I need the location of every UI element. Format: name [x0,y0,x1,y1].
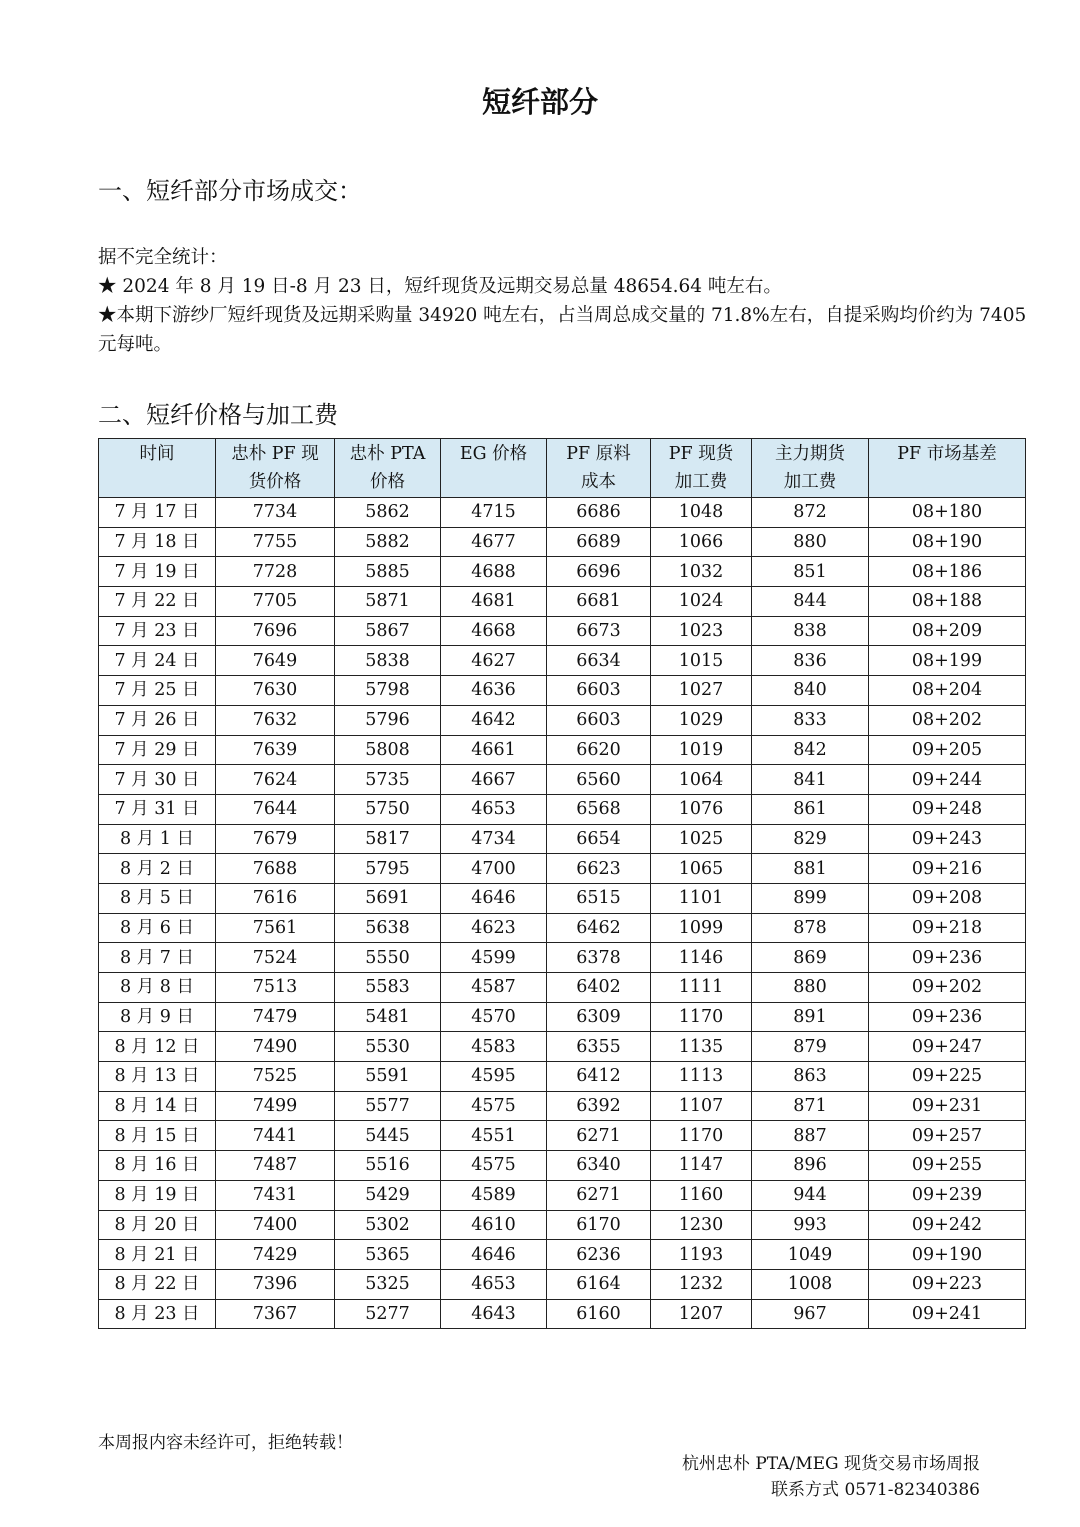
value-cell: 1065 [651,854,752,884]
value-cell: 5796 [335,705,441,735]
table-row [99,883,1026,913]
value-cell: 6309 [547,1002,651,1032]
value-cell: 6654 [547,824,651,854]
value-cell: 09+202 [869,973,1026,1003]
table-row [99,557,1026,587]
value-cell: 4646 [441,883,547,913]
value-cell: 09+190 [869,1240,1026,1270]
value-cell: 869 [752,943,869,973]
value-cell: 1064 [651,765,752,795]
table-row [99,1151,1026,1181]
value-cell: 09+231 [869,1091,1026,1121]
value-cell: 5445 [335,1121,441,1151]
table-row [99,705,1026,735]
value-cell: 7705 [216,587,335,617]
copyright-notice: 本周报内容未经许可，拒绝转载！ [98,1433,353,1453]
value-cell: 7400 [216,1210,335,1240]
value-cell: 09+244 [869,765,1026,795]
section-2-heading: 二、短纤价格与加工费 [98,401,338,429]
value-cell: 7728 [216,557,335,587]
value-cell: 7490 [216,1032,335,1062]
value-cell: 6412 [547,1062,651,1092]
date-cell: 7 月 25 日 [99,676,216,706]
value-cell: 1029 [651,705,752,735]
value-cell: 5798 [335,676,441,706]
value-cell: 09+247 [869,1032,1026,1062]
value-cell: 1111 [651,973,752,1003]
value-cell: 6634 [547,646,651,676]
price-table [98,438,1026,1329]
value-cell: 4677 [441,527,547,557]
date-cell: 7 月 24 日 [99,646,216,676]
column-header-line: 加工费 [674,472,728,492]
value-cell: 4627 [441,646,547,676]
section-1-heading: 一、短纤部分市场成交： [98,177,362,205]
value-cell: 967 [752,1299,869,1329]
value-cell: 6568 [547,794,651,824]
value-cell: 4642 [441,705,547,735]
value-cell: 4575 [441,1151,547,1181]
value-cell: 896 [752,1151,869,1181]
value-cell: 7639 [216,735,335,765]
date-cell: 7 月 17 日 [99,498,216,528]
value-cell: 5808 [335,735,441,765]
value-cell: 4610 [441,1210,547,1240]
table-row [99,765,1026,795]
value-cell: 6164 [547,1269,651,1299]
value-cell: 6392 [547,1091,651,1121]
value-cell: 7644 [216,794,335,824]
value-cell: 6355 [547,1032,651,1062]
date-cell: 8 月 12 日 [99,1032,216,1062]
table-row [99,1180,1026,1210]
value-cell: 4643 [441,1299,547,1329]
value-cell: 7429 [216,1240,335,1270]
value-cell: 1147 [651,1151,752,1181]
table-row [99,913,1026,943]
value-cell: 4646 [441,1240,547,1270]
column-header [441,439,547,498]
value-cell: 7688 [216,854,335,884]
value-cell: 09+223 [869,1269,1026,1299]
value-cell: 1027 [651,676,752,706]
column-header [547,439,651,498]
value-cell: 872 [752,498,869,528]
value-cell: 851 [752,557,869,587]
date-cell: 7 月 18 日 [99,527,216,557]
value-cell: 4661 [441,735,547,765]
value-cell: 1101 [651,883,752,913]
value-cell: 1025 [651,824,752,854]
table-row [99,735,1026,765]
value-cell: 4681 [441,587,547,617]
column-header-line: PF 原料 [566,444,631,464]
value-cell: 5302 [335,1210,441,1240]
column-header [99,439,216,498]
value-cell: 09+239 [869,1180,1026,1210]
value-cell: 08+180 [869,498,1026,528]
value-cell: 5550 [335,943,441,973]
column-header-line: PF 市场基差 [897,444,997,464]
column-header-line: PF 现货 [668,444,734,464]
value-cell: 08+186 [869,557,1026,587]
column-header-line: EG 价格 [459,444,528,464]
table-row [99,973,1026,1003]
table-header-row [99,439,1026,498]
value-cell: 5871 [335,587,441,617]
value-cell: 5530 [335,1032,441,1062]
value-cell: 993 [752,1210,869,1240]
column-header-line: 货价格 [248,472,302,492]
value-cell: 1024 [651,587,752,617]
date-cell: 8 月 21 日 [99,1240,216,1270]
value-cell: 4715 [441,498,547,528]
contact-info: 联系方式 0571-82340386 [771,1480,980,1500]
value-cell: 7696 [216,616,335,646]
table-row [99,794,1026,824]
date-cell: 8 月 13 日 [99,1062,216,1092]
value-cell: 08+190 [869,527,1026,557]
value-cell: 833 [752,705,869,735]
value-cell: 944 [752,1180,869,1210]
value-cell: 7431 [216,1180,335,1210]
value-cell: 5867 [335,616,441,646]
value-cell: 1032 [651,557,752,587]
value-cell: 829 [752,824,869,854]
value-cell: 1008 [752,1269,869,1299]
value-cell: 881 [752,854,869,884]
value-cell: 871 [752,1091,869,1121]
value-cell: 5516 [335,1151,441,1181]
table-row [99,587,1026,617]
value-cell: 09+216 [869,854,1026,884]
value-cell: 5429 [335,1180,441,1210]
value-cell: 1049 [752,1240,869,1270]
value-cell: 4623 [441,913,547,943]
value-cell: 5817 [335,824,441,854]
value-cell: 840 [752,676,869,706]
value-cell: 5750 [335,794,441,824]
value-cell: 1099 [651,913,752,943]
value-cell: 879 [752,1032,869,1062]
value-cell: 4589 [441,1180,547,1210]
value-cell: 1170 [651,1121,752,1151]
value-cell: 1135 [651,1032,752,1062]
value-cell: 09+205 [869,735,1026,765]
value-cell: 887 [752,1121,869,1151]
value-cell: 6696 [547,557,651,587]
value-cell: 1019 [651,735,752,765]
value-cell: 6603 [547,705,651,735]
value-cell: 7479 [216,1002,335,1032]
value-cell: 1023 [651,616,752,646]
column-header [869,439,1026,498]
column-header [335,439,441,498]
value-cell: 5638 [335,913,441,943]
value-cell: 1146 [651,943,752,973]
date-cell: 8 月 14 日 [99,1091,216,1121]
table-row [99,1269,1026,1299]
value-cell: 7632 [216,705,335,735]
column-header-line: 主力期货 [775,444,845,464]
table-row [99,616,1026,646]
date-cell: 8 月 7 日 [99,943,216,973]
value-cell: 6402 [547,973,651,1003]
date-cell: 8 月 16 日 [99,1151,216,1181]
value-cell: 4587 [441,973,547,1003]
date-cell: 8 月 2 日 [99,854,216,884]
date-cell: 8 月 22 日 [99,1269,216,1299]
date-cell: 7 月 22 日 [99,587,216,617]
date-cell: 7 月 29 日 [99,735,216,765]
value-cell: 878 [752,913,869,943]
date-cell: 8 月 8 日 [99,973,216,1003]
value-cell: 5365 [335,1240,441,1270]
stats-bullet-downstream-purchase: ★本期下游纱厂短纤现货及远期采购量 34920 吨左右，占当周总成交量的 71.8%左右，自提采购均价约为 7405 元每吨。 [98,305,1027,355]
column-header-line: 忠朴 PTA [349,444,426,464]
value-cell: 4734 [441,824,547,854]
value-cell: 08+204 [869,676,1026,706]
date-cell: 8 月 15 日 [99,1121,216,1151]
value-cell: 6160 [547,1299,651,1329]
column-header-line: 忠朴 PF 现 [231,444,319,464]
value-cell: 7525 [216,1062,335,1092]
value-cell: 09+257 [869,1121,1026,1151]
value-cell: 09+243 [869,824,1026,854]
value-cell: 6515 [547,883,651,913]
value-cell: 4583 [441,1032,547,1062]
value-cell: 4570 [441,1002,547,1032]
value-cell: 841 [752,765,869,795]
value-cell: 842 [752,735,869,765]
table-row [99,854,1026,884]
value-cell: 7649 [216,646,335,676]
table-row [99,1062,1026,1092]
value-cell: 5325 [335,1269,441,1299]
value-cell: 6681 [547,587,651,617]
value-cell: 6271 [547,1180,651,1210]
date-cell: 7 月 30 日 [99,765,216,795]
value-cell: 7524 [216,943,335,973]
value-cell: 09+241 [869,1299,1026,1329]
value-cell: 09+242 [869,1210,1026,1240]
value-cell: 5735 [335,765,441,795]
value-cell: 1015 [651,646,752,676]
date-cell: 8 月 19 日 [99,1180,216,1210]
value-cell: 08+202 [869,705,1026,735]
value-cell: 1160 [651,1180,752,1210]
value-cell: 7499 [216,1091,335,1121]
table-row [99,1091,1026,1121]
value-cell: 4575 [441,1091,547,1121]
table-row [99,527,1026,557]
value-cell: 6170 [547,1210,651,1240]
value-cell: 861 [752,794,869,824]
date-cell: 7 月 19 日 [99,557,216,587]
value-cell: 4700 [441,854,547,884]
value-cell: 6673 [547,616,651,646]
value-cell: 7561 [216,913,335,943]
value-cell: 838 [752,616,869,646]
table-row [99,1240,1026,1270]
value-cell: 09+218 [869,913,1026,943]
publisher-info [682,1451,980,1503]
value-cell: 6560 [547,765,651,795]
value-cell: 7367 [216,1299,335,1329]
column-header [216,439,335,498]
value-cell: 7441 [216,1121,335,1151]
publisher-name: 杭州忠朴 PTA/MEG 现货交易市场周报 [681,1454,980,1474]
table-row [99,824,1026,854]
table-row [99,1002,1026,1032]
value-cell: 4599 [441,943,547,973]
value-cell: 7513 [216,973,335,1003]
column-header-line: 加工费 [783,472,837,492]
column-header [651,439,752,498]
column-header [752,439,869,498]
value-cell: 09+236 [869,943,1026,973]
value-cell: 5882 [335,527,441,557]
table-row [99,943,1026,973]
value-cell: 4636 [441,676,547,706]
table-row [99,498,1026,528]
value-cell: 1193 [651,1240,752,1270]
value-cell: 5277 [335,1299,441,1329]
value-cell: 09+255 [869,1151,1026,1181]
table-row [99,1032,1026,1062]
value-cell: 5577 [335,1091,441,1121]
value-cell: 4688 [441,557,547,587]
value-cell: 1048 [651,498,752,528]
value-cell: 4668 [441,616,547,646]
value-cell: 1170 [651,1002,752,1032]
table-body [99,498,1026,1329]
value-cell: 1066 [651,527,752,557]
value-cell: 880 [752,527,869,557]
value-cell: 6686 [547,498,651,528]
column-header-line: 成本 [581,472,616,492]
value-cell: 5838 [335,646,441,676]
column-header-line: 时间 [139,444,175,464]
value-cell: 6236 [547,1240,651,1270]
value-cell: 7396 [216,1269,335,1299]
value-cell: 09+208 [869,883,1026,913]
value-cell: 891 [752,1002,869,1032]
table-row [99,1299,1026,1329]
column-header-line: 价格 [370,472,405,492]
value-cell: 08+188 [869,587,1026,617]
value-cell: 08+199 [869,646,1026,676]
value-cell: 5795 [335,854,441,884]
date-cell: 8 月 23 日 [99,1299,216,1329]
date-cell: 8 月 20 日 [99,1210,216,1240]
value-cell: 6462 [547,913,651,943]
value-cell: 1107 [651,1091,752,1121]
date-cell: 8 月 9 日 [99,1002,216,1032]
value-cell: 08+209 [869,616,1026,646]
value-cell: 09+225 [869,1062,1026,1092]
value-cell: 4595 [441,1062,547,1092]
value-cell: 7487 [216,1151,335,1181]
value-cell: 09+236 [869,1002,1026,1032]
value-cell: 863 [752,1062,869,1092]
value-cell: 09+248 [869,794,1026,824]
table-row [99,1121,1026,1151]
value-cell: 6340 [547,1151,651,1181]
date-cell: 7 月 23 日 [99,616,216,646]
value-cell: 4551 [441,1121,547,1151]
value-cell: 4667 [441,765,547,795]
date-cell: 7 月 26 日 [99,705,216,735]
value-cell: 5885 [335,557,441,587]
date-cell: 8 月 1 日 [99,824,216,854]
trade-statistics [98,243,1028,359]
value-cell: 5591 [335,1062,441,1092]
value-cell: 844 [752,587,869,617]
value-cell: 7616 [216,883,335,913]
value-cell: 4653 [441,1269,547,1299]
value-cell: 1076 [651,794,752,824]
value-cell: 6689 [547,527,651,557]
stats-bullet-total-volume: ★ 2024 年 8 月 19 日-8 月 23 日，短纤现货及远期交易总量 48654.64 吨左右。 [98,276,782,297]
stats-intro: 据不完全统计： [98,247,228,268]
value-cell: 836 [752,646,869,676]
value-cell: 6623 [547,854,651,884]
value-cell: 6620 [547,735,651,765]
value-cell: 5481 [335,1002,441,1032]
table-row [99,676,1026,706]
value-cell: 1207 [651,1299,752,1329]
value-cell: 7734 [216,498,335,528]
value-cell: 1113 [651,1062,752,1092]
value-cell: 899 [752,883,869,913]
value-cell: 1230 [651,1210,752,1240]
value-cell: 7679 [216,824,335,854]
date-cell: 7 月 31 日 [99,794,216,824]
table-row [99,1210,1026,1240]
value-cell: 6603 [547,676,651,706]
date-cell: 8 月 6 日 [99,913,216,943]
value-cell: 7630 [216,676,335,706]
table-row [99,646,1026,676]
value-cell: 5691 [335,883,441,913]
page-title: 短纤部分 [481,85,598,119]
value-cell: 6271 [547,1121,651,1151]
value-cell: 4653 [441,794,547,824]
value-cell: 7755 [216,527,335,557]
value-cell: 1232 [651,1269,752,1299]
value-cell: 7624 [216,765,335,795]
date-cell: 8 月 5 日 [99,883,216,913]
value-cell: 880 [752,973,869,1003]
value-cell: 5862 [335,498,441,528]
value-cell: 6378 [547,943,651,973]
value-cell: 5583 [335,973,441,1003]
